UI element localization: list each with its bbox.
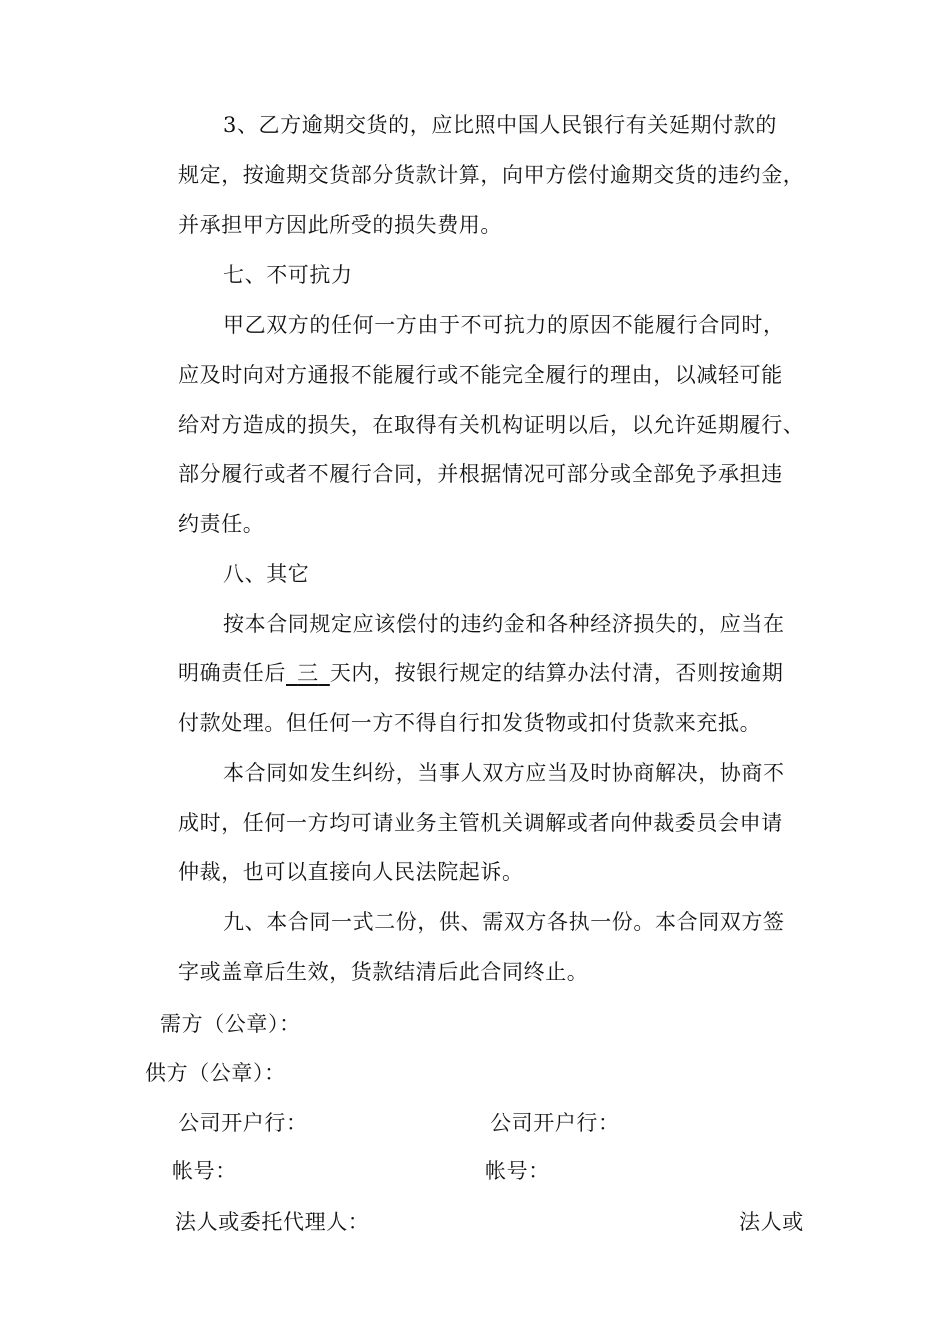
clause6-item3-line3: 并承担甲方因此所受的损失费用。 [178,213,502,237]
clause7-line1: 甲乙双方的任何一方由于不可抗力的原因不能履行合同时， [223,313,785,337]
account-label-left: 帐号： [172,1159,237,1183]
bank-label-left: 公司开户行： [178,1111,308,1135]
clause8-p1-line3: 付款处理。但任何一方不得自行扣发货物或扣付货款来充抵。 [178,711,762,735]
account-label-right: 帐号： [485,1159,550,1183]
buyer-seal-label: 需方（公章）： [160,1012,301,1036]
clause6-item3-line1: 3、乙方逾期交货的，应比照中国人民银行有关延期付款的 [223,113,777,137]
clause8-p2-line1: 本合同如发生纠纷，当事人双方应当及时协商解决，协商不 [223,761,785,785]
clause7-line2: 应及时向对方通报不能履行或不能完全履行的理由，以减轻可能 [178,363,783,387]
representative-label-right: 法人或 [739,1210,804,1234]
clause8-p1-line2-post: 天内，按银行规定的结算办法付清，否则按逾期 [329,661,784,685]
clause6-item3-line2: 规定，按逾期交货部分货款计算，向甲方偿付逾期交货的违约金， [178,163,805,187]
clause9-line1: 九、本合同一式二份，供、需双方各执一份。本合同双方签 [223,910,785,934]
clause8-p1-line2 [178,660,783,686]
clause7-line3: 给对方造成的损失，在取得有关机构证明以后，以允许延期履行、 [178,413,805,437]
bank-label-right: 公司开户行： [490,1111,620,1135]
payment-days-value: 三 [297,661,319,685]
representative-label-left: 法人或委托代理人： [175,1210,370,1234]
clause8-p2-line3: 仲裁，也可以直接向人民法院起诉。 [178,860,524,884]
clause7-line4: 部分履行或者不履行合同，并根据情况可部分或全部免予承担违 [178,462,783,486]
clause8-p2-line2: 成时，任何一方均可请业务主管机关调解或者向仲裁委员会申请 [178,811,783,835]
clause8-p1-line1: 按本合同规定应该偿付的违约金和各种经济损失的，应当在 [223,612,785,636]
clause7-heading: 七、不可抗力 [223,263,353,287]
clause7-line5: 约责任。 [178,512,265,536]
payment-days-field [286,661,330,685]
clause8-p1-line2-pre: 明确责任后 [178,661,286,685]
clause8-heading: 八、其它 [223,562,310,586]
clause9-line2: 字或盖章后生效，货款结清后此合同终止。 [178,960,589,984]
seller-seal-label: 供方（公章）： [145,1061,286,1085]
